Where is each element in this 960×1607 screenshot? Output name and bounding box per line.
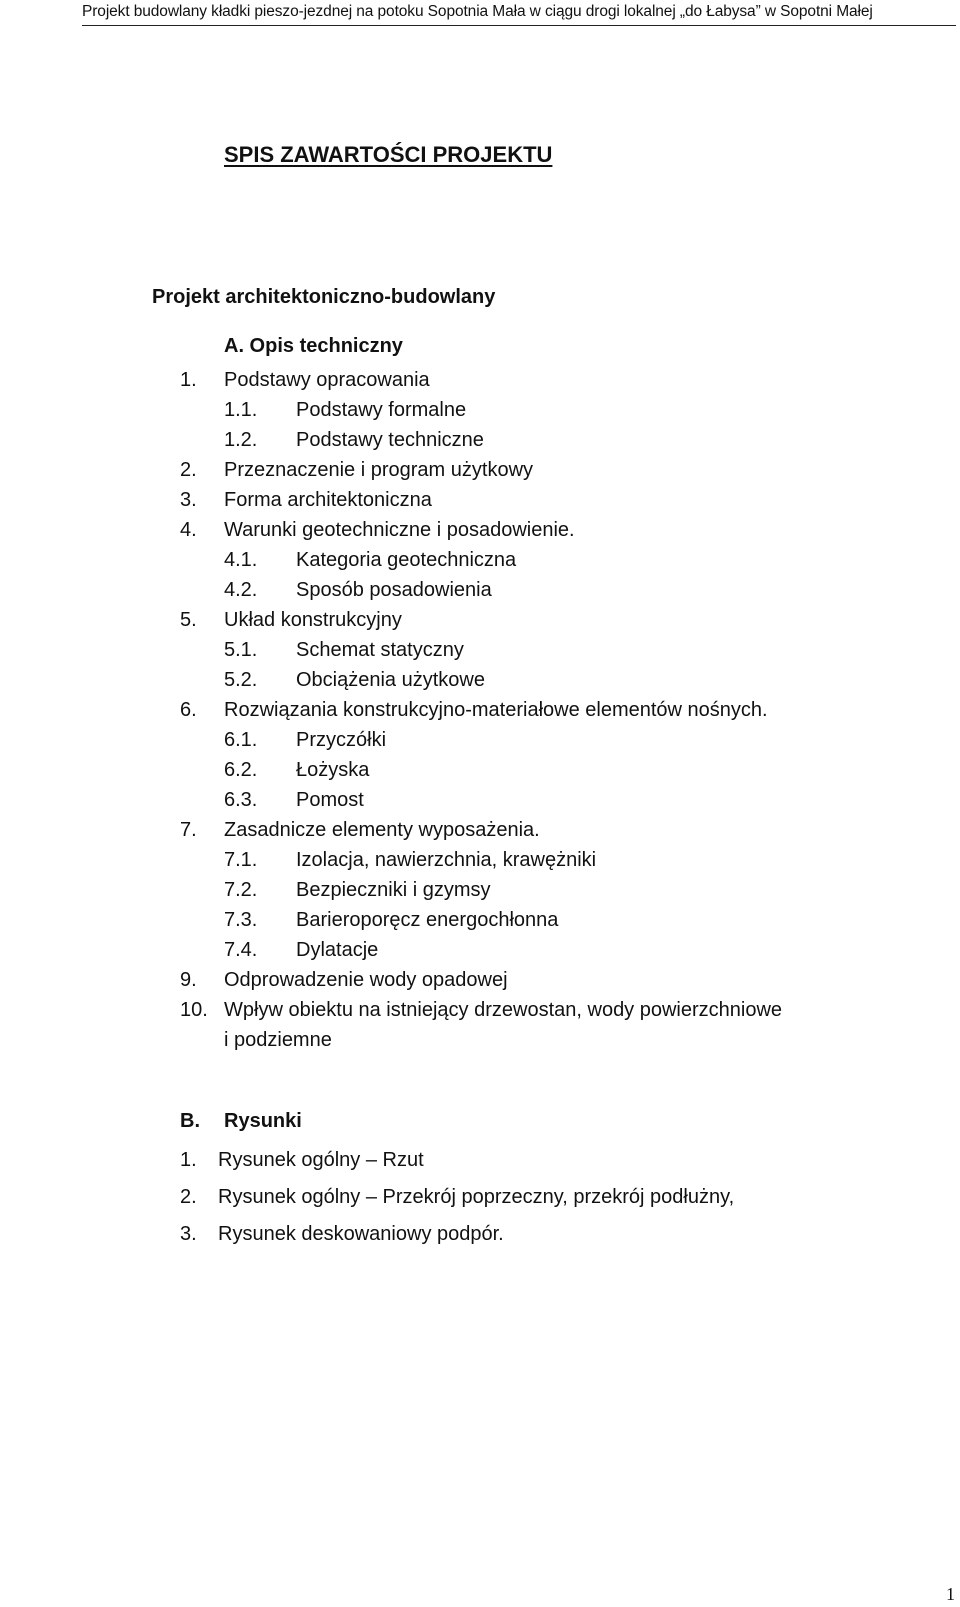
toc-item-label: Obciążenia użytkowe [296,669,485,691]
toc-item-label: Schemat statyczny [296,639,464,661]
toc-item-number: 6.3. [224,789,258,811]
drawing-item-number: 3. [180,1223,197,1245]
part-a-heading: A. Opis techniczny [224,335,403,357]
drawing-item-number: 1. [180,1149,197,1171]
toc-item-number: 5.2. [224,669,258,691]
page-number: 1 [946,1584,955,1604]
toc-item-number: 1.1. [224,399,258,421]
toc-item-number: 3. [180,489,197,511]
toc-item-label: Odprowadzenie wody opadowej [224,969,508,991]
toc-item-number: 6.2. [224,759,258,781]
toc-item-number: 7. [180,819,197,841]
toc-item-label: Rozwiązania konstrukcyjno-materiałowe elementów nośnych. [224,699,768,721]
part-b-letter: B. [180,1110,200,1132]
toc-item-continuation: i podziemne [224,1029,332,1051]
toc-item-label: Bezpieczniki i gzymsy [296,879,491,901]
toc-item-label: Podstawy opracowania [224,369,430,391]
toc-item-label: Izolacja, nawierzchnia, krawężniki [296,849,597,871]
drawing-item-label: Rysunek ogólny – Rzut [218,1149,424,1171]
toc-item-number: 1.2. [224,429,258,451]
toc-item-label: Układ konstrukcyjny [224,609,402,631]
toc-item-number: 10. [180,999,208,1021]
toc-item-number: 9. [180,969,197,991]
toc-item-label: Pomost [296,789,364,811]
toc-item-label: Dylatacje [296,939,379,961]
toc-item-label: Zasadnicze elementy wyposażenia. [224,819,540,841]
drawing-item-label: Rysunek ogólny – Przekrój poprzeczny, przekrój podłużny, [218,1186,735,1208]
toc-item-label: Warunki geotechniczne i posadowienie. [224,519,575,541]
toc-item-number: 4.1. [224,549,258,571]
drawing-item-label: Rysunek deskowaniowy podpór. [218,1223,504,1245]
toc-item-label: Przyczółki [296,729,387,751]
toc-item-number: 6.1. [224,729,258,751]
toc-item-number: 2. [180,459,197,481]
toc-item-label: Forma architektoniczna [224,489,432,511]
toc-item-number: 7.3. [224,909,258,931]
toc-item-label: Kategoria geotechniczna [296,549,517,571]
part-b-title: Rysunki [224,1110,302,1132]
document-title: SPIS ZAWARTOŚCI PROJEKTU [224,142,553,167]
toc-item-label: Przeznaczenie i program użytkowy [224,459,534,481]
toc-item-label: Łożyska [296,759,370,781]
toc-item-number: 6. [180,699,197,721]
toc-item-label: Podstawy formalne [296,399,467,421]
toc-item-number: 4. [180,519,197,541]
toc-item-label: Wpływ obiektu na istniejący drzewostan, wody powierzchniowe [224,999,783,1021]
toc-item-number: 5. [180,609,197,631]
toc-item-number: 4.2. [224,579,258,601]
toc-item-number: 7.4. [224,939,258,961]
toc-item-number: 7.2. [224,879,258,901]
toc-item-label: Barieroporęcz energochłonna [296,909,559,931]
drawing-item-number: 2. [180,1186,197,1208]
toc-item-number: 1. [180,369,197,391]
toc-item-label: Podstawy techniczne [296,429,484,451]
section-heading: Projekt architektoniczno-budowlany [152,286,496,308]
toc-item-label: Sposób posadowienia [296,579,492,601]
toc-item-number: 7.1. [224,849,258,871]
toc-item-number: 5.1. [224,639,258,661]
running-header: Projekt budowlany kładki pieszo-jezdnej na potoku Sopotnia Mała w ciągu drogi lokalnej „do Łabysa” w Sopotni Małej [82,3,873,20]
